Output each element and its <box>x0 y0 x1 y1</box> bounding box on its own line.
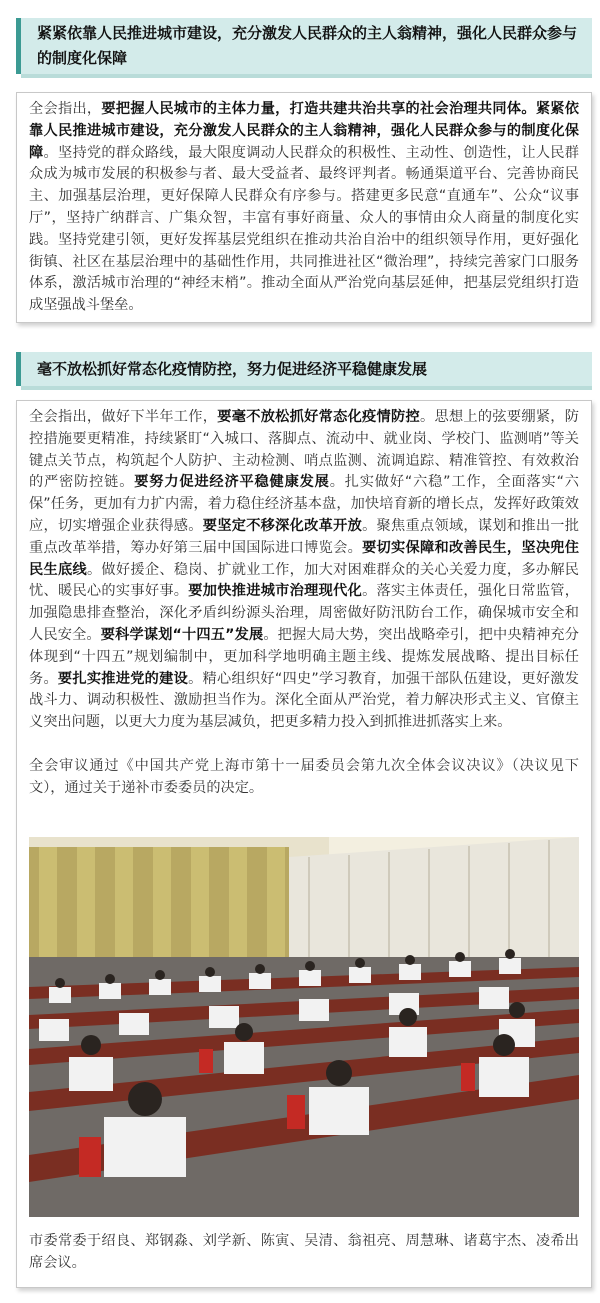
section2-paragraph2: 全会审议通过《中国共产党上海市第十一届委员会第九次全体会议决议》（决议见下文），通过关于递补市委委员的决定。 <box>29 757 579 796</box>
section2-heading <box>16 352 592 386</box>
section2-run: 要加快推进城市治理现代化 <box>188 583 363 600</box>
section2-run: 。做好援企、稳岗、扩就业工作，加大对困难群众的关心关爱力度，多办解民忧、暖民心的实事好事。 <box>29 561 579 600</box>
section1-heading-text: 紧紧依靠人民推进城市建设，充分激发人民群众的主人翁精神，强化人民群众参与的制度化保障 <box>37 24 578 67</box>
section2-card <box>16 400 592 1288</box>
section1-heading <box>16 18 592 74</box>
section2-run: 要毫不放松抓好常态化疫情防控 <box>217 409 420 425</box>
section2-run: 。落实主体责任，强化日常监管，加强隐患排查整治，深化矛盾纠纷源头治理，周密做好防汛防台工作，确保城市安全和人民安全。 <box>29 583 579 643</box>
section2-run: 。扎实做好“六稳”工作，全面落实“六保”任务，更加有力扩内需，着力稳住经济基本盘，加快培育新的增长点，发挥好政策效应，切实增强企业获得感。 <box>29 474 579 534</box>
section1-run: 全会指出， <box>29 101 102 117</box>
section2-run: 。把握大局大势，突出战略牵引，把中央精神充分体现到“十四五”规划编制中，更加科学地明确主题主线、提炼发展战略、提出目标任务。 <box>29 626 579 687</box>
photo-caption: 市委常委于绍良、郑钢淼、刘学新、陈寅、吴清、翁祖亮、周慧琳、诸葛宇杰、凌希出席会议。 <box>29 1233 579 1271</box>
section2-run: 要坚定不移深化改革开放 <box>202 517 363 534</box>
section1-paragraph <box>29 99 579 317</box>
section1-run: 。坚持党的群众路线，最大限度调动人民群众的积极性、主动性、创造性，让人民群众成为城市发展的积极参与者、最大受益者、最终评判者。畅通渠道平台、完善协商民主、加强基层治理，更好保障人民群众有序参与。搭建更多民意“直通车”、公众“议事厅”，坚持广纳群言、广集众智，丰富有事好商量、众人的事情由众人商量的制度化实践。坚持党建引领，更好发挥基层党组织在推动共治自治中的组织领导作用，更好强化街镇、社区在基层治理中的基础性作用，共同推进社区“微治理”，持续完善家门口服务体系，激活城市治理的“神经末梢”。推动全面从严治党向基层延伸，把基层党组织打造成坚强战斗堡垒。 <box>29 144 579 314</box>
section2-run: 要科学谋划“十四五”发展 <box>100 626 264 643</box>
section1-run: 要把握人民城市的主体力量，打造共建共治共享的社会治理共同体。紧紧依靠人民推进城市建设，充分激发人民群众的主人翁精神，强化人民群众参与的制度化保障 <box>29 101 579 161</box>
section2-run: 。聚焦重点领域，谋划和推出一批重点改革举措，筹办好第三届中国国际进口博览会。 <box>29 517 579 556</box>
section1-card <box>16 92 592 323</box>
meeting-photo-svg <box>29 837 579 1217</box>
section2-run: 。精心组织好“四史”学习教育，加强干部队伍建设，更好激发战斗力、调动积极性、激励担当作为。深化全面从严治党，着力解决形式主义、官僚主义突出问题，以更大力度为基层减负，把更多精力投入到抓推进抓落实上来。 <box>29 670 579 731</box>
section2-run: 要努力促进经济平稳健康发展 <box>134 474 330 491</box>
section2-run: 要切实保障和改善民生，坚决兜住民生底线 <box>29 539 579 578</box>
section2-run: 全会指出，做好下半年工作， <box>29 409 218 425</box>
section2-paragraph <box>29 407 579 734</box>
section2-heading-text: 毫不放松抓好常态化疫情防控，努力促进经济平稳健康发展 <box>37 359 428 378</box>
meeting-photo <box>29 837 579 1217</box>
section2-run: 。思想上的弦要绷紧，防控措施要更精准，持续紧盯“入城口、落脚点、流动中、就业岗、学校门、监测哨”等关键点关节点，构筑起个人防护、主动检测、哨点监测、流调追踪、精准管控、有效救治的严密防控链。 <box>29 409 579 491</box>
section2-run: 要扎实推进党的建设 <box>57 670 189 687</box>
